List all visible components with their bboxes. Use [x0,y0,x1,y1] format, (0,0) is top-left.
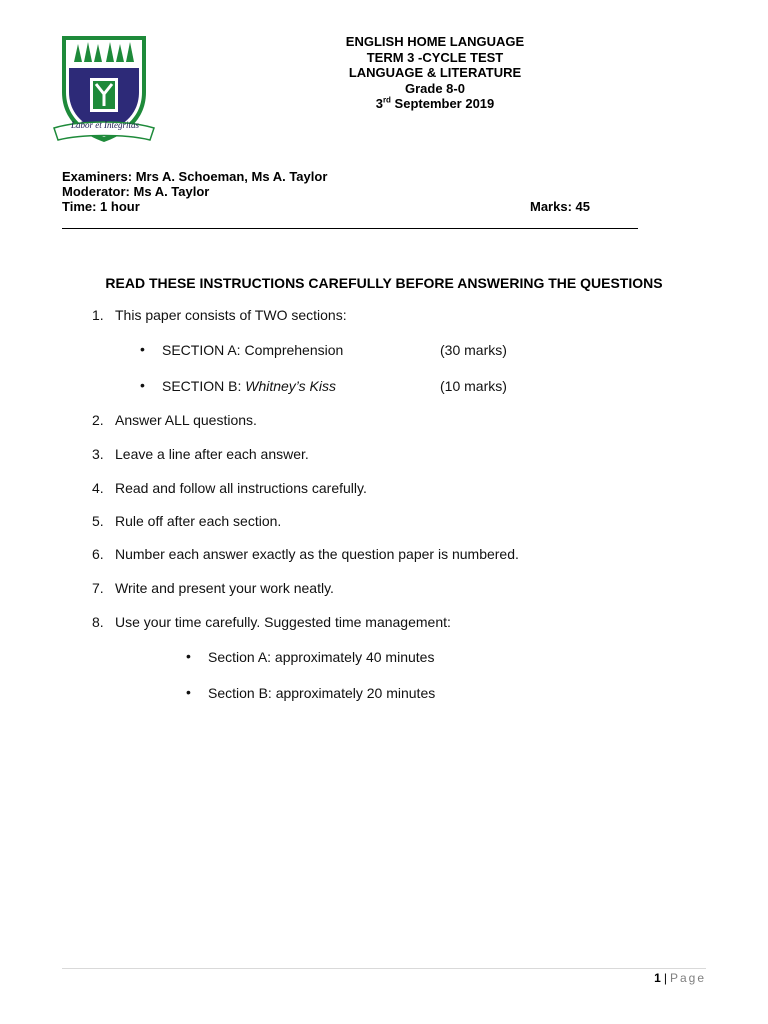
moderator-line: Moderator: Ms A. Taylor [62,184,210,199]
date-suffix: rd [382,95,391,105]
grade-label: Grade 8-0 [405,80,465,96]
crest-motto: Labor et Integritas [70,120,139,130]
school-crest-icon [50,30,158,148]
test-date [230,96,640,112]
bullet-icon: • [186,684,191,700]
date-day: 3 [375,96,383,111]
examiners-line: Examiners: Mrs A. Schoeman, Ms A. Taylor [62,169,328,184]
date-rest: September 2019 [390,96,495,111]
time-label: Time: 1 hour [62,199,140,214]
exam-meta [62,169,638,214]
footer-divider [62,968,706,969]
bullet-icon: • [186,648,191,664]
bullet-icon: • [140,341,145,357]
paper-title: LANGUAGE & LITERATURE [348,65,522,80]
bullet-icon: • [140,377,145,393]
instructions-heading: READ THESE INSTRUCTIONS CAREFULLY BEFORE ANSWERING THE QUESTIONS [105,275,663,291]
footer-separator: | [663,971,667,985]
section-b-marks: (10 marks) [440,378,507,394]
time-marks-line [62,199,638,214]
header-divider [62,228,638,229]
test-title: TERM 3 -CYCLE TEST [366,49,504,65]
subject-title: ENGLISH HOME LANGUAGE [345,34,525,49]
novel-title: Whitney’s Kiss [245,378,337,394]
document-header [230,34,640,112]
page-footer [654,971,706,985]
marks-label: Marks: 45 [530,199,590,214]
page-number: 1 [654,971,661,985]
section-a-marks: (30 marks) [440,342,507,358]
page-label: Page [669,971,706,985]
